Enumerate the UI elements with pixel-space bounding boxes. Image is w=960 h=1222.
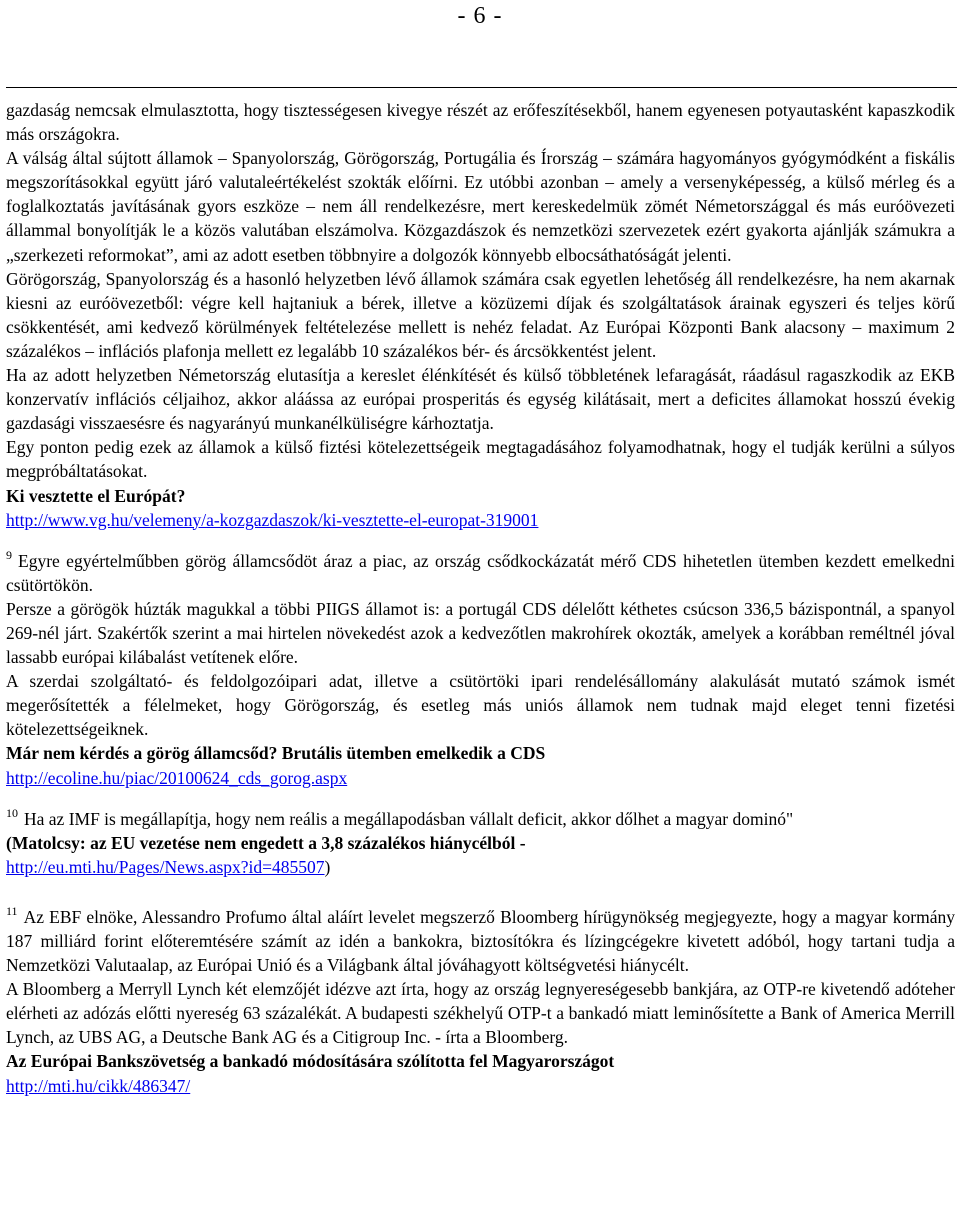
- source-link[interactable]: http://eu.mti.hu/Pages/News.aspx?id=485507: [6, 856, 325, 877]
- paragraph-text: Persze a görögök húzták magukkal a többi PIIGS államot is: a portugál CDS délelőtt kéthetes csúcson 336,5 bázispontnál, a spanyol 269-nél járt. Szakértők szerint a mai hirtelen növekedést azok a kedvezőtlen makrohírek okozták, amelyek a korábban reméltnél jóval lassabb európai kilábalást vetítenek előre.: [6, 598, 955, 668]
- body-paragraph: [6, 597, 955, 669]
- body-paragraph: [6, 807, 955, 831]
- body-paragraph: [6, 435, 955, 483]
- source-link[interactable]: http://www.vg.hu/velemeny/a-kozgazdaszok/ki-vesztette-el-europat-319001: [6, 509, 539, 530]
- body-paragraph: [6, 267, 955, 363]
- body-paragraph: [6, 98, 955, 146]
- paragraph-spacer: [6, 879, 955, 905]
- paragraph-text: Ki vesztette el Európát?: [6, 485, 186, 506]
- page-number: - 6 -: [457, 3, 503, 29]
- paragraph-text: A válság által sújtott államok – Spanyolország, Görögország, Portugália és Írország – számára hagyományos gyógymódként a fiskális megszorításokkal együtt járó valutaleértékelést szokták előírni. Ez utóbbi azonban – amely a versenyképesség, a külső mérleg és a foglalkoztatás javításának gyors eszköze – nem áll rendelkezésre, mert kereskedelmük zömét Németországgal és más euróövezeti állammal bonyolítják le a közös valutában elszámolva. Közgazdászok és nemzetközi szervezetek ezért gyakorta ajánlják számukra a „szerkezeti reformokat”, ami az adott esetben többnyire a dolgozók könnyebb elbocsáthatóságát jelenti.: [6, 148, 955, 265]
- section-heading: [6, 741, 955, 765]
- source-link[interactable]: http://ecoline.hu/piac/20100624_cds_gorog.aspx: [6, 767, 348, 788]
- paragraph-spacer: [6, 790, 955, 807]
- source-link-line: [6, 855, 955, 879]
- body-paragraph: [6, 549, 955, 597]
- source-link[interactable]: http://mti.hu/cikk/486347/: [6, 1075, 191, 1096]
- paragraph-text: Egyre egyértelműbben görög államcsődöt áraz a piac, az ország csődkockázatát mérő CDS hihetetlen ütemben kezdett emelkedni csütörtökön.: [6, 550, 955, 595]
- body-paragraph: [6, 977, 955, 1049]
- body-paragraph: [6, 363, 955, 435]
- body-paragraph: [6, 905, 955, 977]
- paragraph-text: Az EBF elnöke, Alessandro Profumo által aláírt levelet megszerző Bloomberg hírügynökség megjegyezte, hogy a magyar kormány 187 milliárd forint előteremtésére számít az idén a bankokra, biztosítókra és lízingcégekre kivetett adóból, hogy tartani tudja a Nemzetközi Valutaalap, az Európai Unió és a Világbank által jóváhagyott költségvetési hiánycélt.: [6, 906, 955, 976]
- paragraph-text: Görögország, Spanyolország és a hasonló helyzetben lévő államok számára csak egyetlen lehetőség áll rendelkezésre, ha nem akarnak kiesni az euróövezetből: végre kell hajtaniuk a bérek, illetve a közüzemi díjak és szolgáltatások árainak egyszeri és teljes körű csökkentését, ami kedvező körülmények feltételezése mellett is nehéz feladat. Az Európai Központi Bank alacsony – maximum 2 százalékos – inflációs plafonja mellett ez legalább 10 százalékos bér- és árcsökkentést jelent.: [6, 268, 955, 361]
- paragraph-text: Az Európai Bankszövetség a bankadó módosítására szólította fel Magyarországot: [6, 1051, 615, 1072]
- header-rule: [6, 87, 957, 88]
- footnote-number: 10: [6, 805, 18, 820]
- source-link-line: [6, 508, 955, 532]
- section-heading: [6, 831, 955, 855]
- footnote-number: 11: [6, 903, 18, 918]
- paragraph-text: Ha az IMF is megállapítja, hogy nem reális a megállapodásban vállalt deficit, akkor dőlhet a magyar dominó": [24, 808, 794, 829]
- paragraph-spacer: [6, 532, 955, 549]
- source-link-line: [6, 1074, 955, 1098]
- body-paragraph: [6, 669, 955, 741]
- section-heading: [6, 484, 955, 508]
- source-link-line: [6, 766, 955, 790]
- paragraph-text: A Bloomberg a Merryll Lynch két elemzőjét idézve azt írta, hogy az ország legnyereségesebb bankjára, az OTP-re kivetendő adóteher elérheti az adózás előtti nyereség 63 százalékát. A budapesti székhelyű OTP-t a bankadó miatt leminősítette a Bank of America Merrill Lynch, az UBS AG, a Deutsche Bank AG és a Citigroup Inc. - írta a Bloomberg.: [6, 979, 955, 1048]
- paragraph-text: Egy ponton pedig ezek az államok a külső fiztési kötelezettségeik megtagadásához folyamodhatnak, hogy el tudják kerülni a súlyos megpróbáltatásokat.: [6, 437, 955, 482]
- document-body: [6, 98, 955, 1098]
- body-paragraph: [6, 146, 955, 266]
- paragraph-text: Már nem kérdés a görög államcsőd? Brutális ütemben emelkedik a CDS: [6, 743, 546, 764]
- opening-parenthesis: (: [6, 832, 12, 853]
- footnote-number: 9: [6, 547, 12, 562]
- closing-parenthesis: ): [324, 856, 331, 877]
- paragraph-text: A szerdai szolgáltató- és feldolgozóipari adat, illetve a csütörtöki ipari rendelésállomány alakulását mutató számok ismét megerősítették a félelmeket, hogy Görögország, és esetleg más uniós államok nem tudnak majd eleget tenni fizetési kötelezettségeiknek.: [6, 671, 955, 740]
- paragraph-text: Matolcsy: az EU vezetése nem engedett a 3,8 százalékos hiánycélból -: [11, 832, 526, 853]
- section-heading: [6, 1049, 955, 1073]
- paragraph-text: Ha az adott helyzetben Németország elutasítja a kereslet élénkítését és külső többletének lefaragását, ráadásul ragaszkodik az EKB konzervatív inflációs céljaihoz, akkor aláássa az európai prosperitás és egység kilátásait, mert a deficites államokat hosszú évekig gazdasági visszaesésre és nagyarányú munkanélküliségre kárhoztatja.: [6, 365, 955, 434]
- paragraph-text: gazdaság nemcsak elmulasztotta, hogy tisztességesen kivegye részét az erőfeszítésekből, hanem egyenesen potyautasként kapaszkodik más országokra.: [6, 100, 955, 145]
